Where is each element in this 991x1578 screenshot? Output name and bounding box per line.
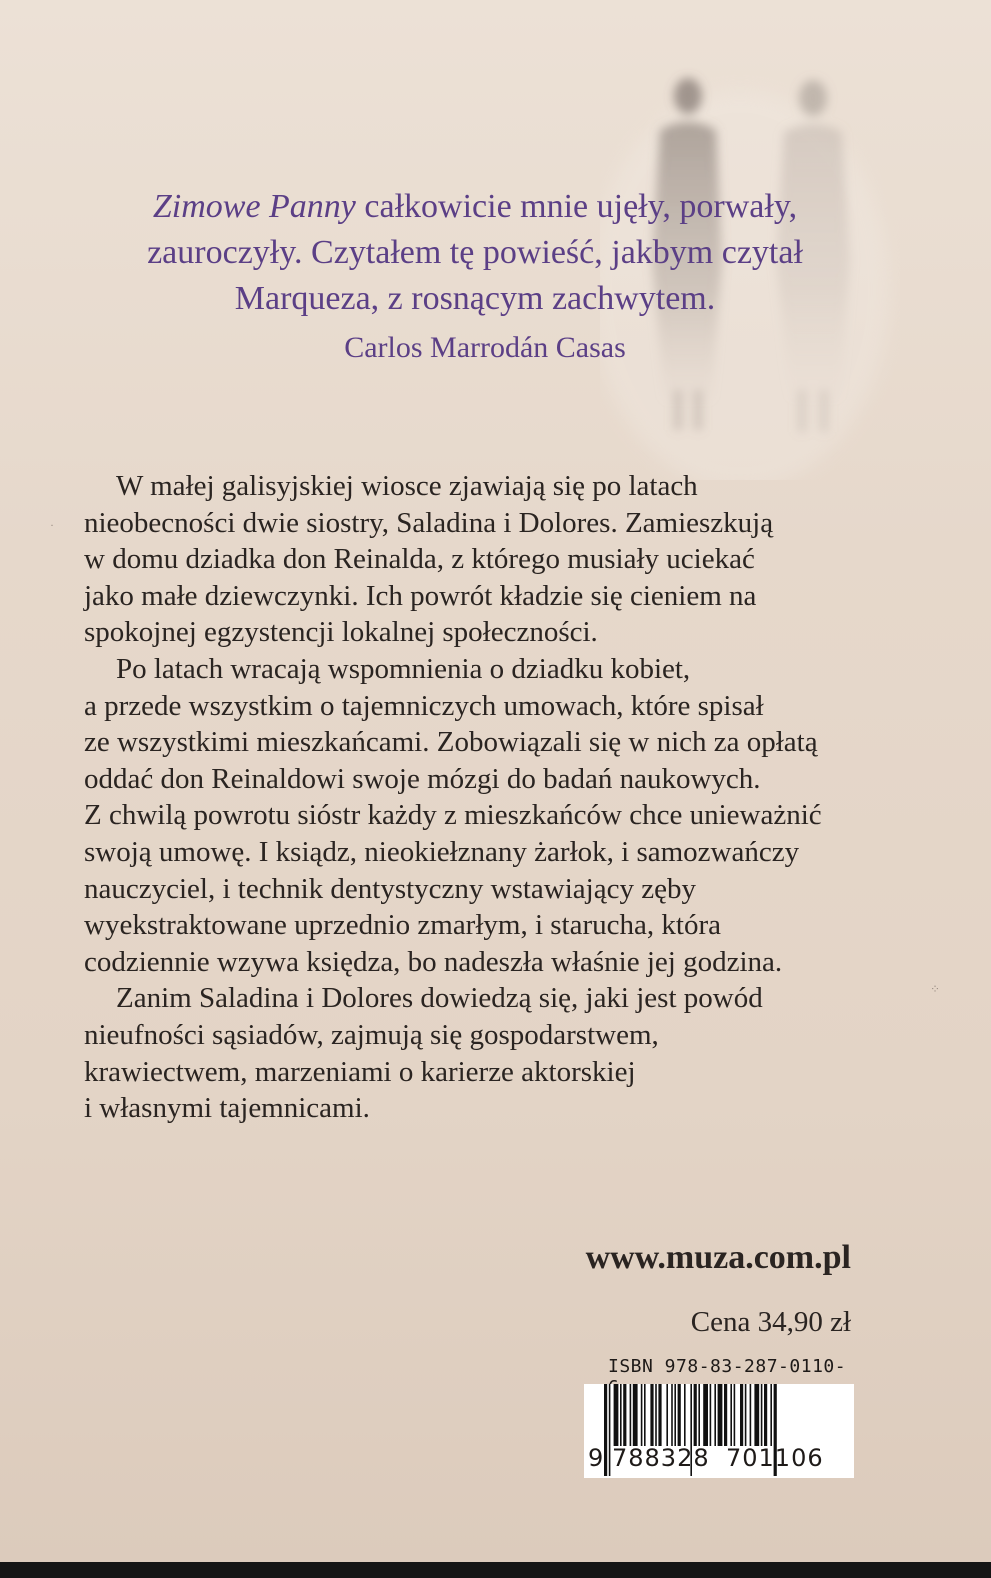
barcode-bar: [641, 1384, 643, 1446]
barcode-bar: [620, 1384, 622, 1446]
isbn-barcode-block: [584, 1356, 854, 1478]
description-line: Zanim Saladina i Dolores dowiedzą się, jaki jest powód: [116, 982, 763, 1015]
book-description: [84, 468, 904, 1127]
barcode-bar: [655, 1384, 657, 1446]
barcode-bar: [694, 1384, 697, 1446]
description-line: oddać don Reinaldowi swoje mózgi do badań naukowych.: [84, 762, 761, 795]
quote-line-1-rest: całkowicie mnie ujęły, porwały,: [355, 188, 798, 225]
quote-line-2: zauroczyły. Czytałem tę powieść, jakbym czytał: [147, 234, 803, 271]
barcode-bar: [644, 1384, 646, 1446]
quote-author: Carlos Marrodán Casas: [344, 331, 626, 364]
barcode-bar: [630, 1384, 632, 1446]
description-line: spokojnej egzystencji lokalnej społeczności.: [84, 616, 598, 649]
barcode-bar: [730, 1384, 732, 1446]
barcode-bar: [724, 1384, 727, 1446]
barcode-bar: [764, 1384, 767, 1446]
barcode-bar: [703, 1384, 708, 1446]
barcode-bar: [678, 1384, 681, 1446]
quote-book-title: Zimowe Panny: [152, 188, 356, 225]
description-line: nieobecności dwie siostry, Saladina i Dolores. Zamieszkują: [84, 506, 774, 539]
barcode-bar: [718, 1384, 723, 1446]
quote-line-1: [80, 184, 870, 230]
description-line: nauczyciel, i technik dentystyczny wstawiający zęby: [84, 872, 696, 905]
description-line: swoją umowę. I ksiądz, nieokiełznany żarłok, i samozwańczy: [84, 835, 800, 868]
quote-line-3: Marqueza, z rosnącym zachwytem.: [234, 280, 716, 317]
description-line: jako małe dziewczynki. Ich powrót kładzie się cieniem na: [84, 579, 757, 612]
description-line: ze wszystkimi mieszkańcami. Zobowiązali się w nich za opłatą: [84, 726, 818, 759]
barcode-bar: [740, 1384, 743, 1446]
isbn-label: ISBN 978-83-287-0110-: [608, 1356, 847, 1377]
description-line: wyekstraktowane uprzednio zmarłym, i starucha, która: [84, 909, 721, 942]
barcode-bar: [761, 1384, 763, 1446]
dust-speck: ·: [50, 518, 54, 532]
description-line: Po latach wracają wspomnienia o dziadku kobiet,: [116, 652, 691, 685]
barcode-bar: [623, 1384, 626, 1446]
publisher-website: www.muza.com.pl: [585, 1239, 851, 1276]
description-line: nieufności sąsiadów, zajmują się gospodarstwem,: [84, 1018, 659, 1051]
barcode-bar: [671, 1384, 673, 1446]
barcode-bar: [754, 1384, 759, 1446]
barcode-bar: [750, 1384, 752, 1446]
barcode-bar: [745, 1384, 747, 1446]
description-line: Z chwilą powrotu sióstr każdy z mieszkańców chce unieważnić: [84, 799, 822, 832]
barcode-bar: [614, 1384, 619, 1446]
barcode-bar: [658, 1384, 661, 1446]
barcode-bar: [633, 1384, 638, 1446]
barcode-bar: [604, 1384, 607, 1476]
price-label: Cena 34,90 zł: [690, 1306, 851, 1338]
scan-bottom-edge: [0, 1562, 991, 1578]
endorsement-quote: [80, 184, 870, 322]
barcode-bar: [674, 1384, 676, 1446]
barcode-bar: [698, 1384, 700, 1446]
barcode-right-digits: 701106: [726, 1444, 824, 1472]
description-line: codziennie wzywa księdza, bo nadeszła właśnie jej godzina.: [84, 945, 783, 978]
description-line: w domu dziadka don Reinalda, z którego musiały uciekać: [84, 543, 755, 576]
barcode-bar: [734, 1384, 736, 1446]
barcode-left-digits: 788328: [612, 1444, 710, 1472]
barcode-bar: [609, 1384, 611, 1476]
description-line: krawiectwem, marzeniami o karierze aktorskiej: [84, 1055, 636, 1088]
dust-speck: ⁘: [930, 982, 941, 996]
barcode-bar: [770, 1384, 772, 1446]
barcode-bar: [710, 1384, 712, 1446]
description-line: W małej galisyjskiej wiosce zjawiają się po latach: [116, 470, 698, 502]
barcode-bar: [684, 1384, 686, 1446]
description-line: a przede wszystkim o tajemniczych umowach, które spisał: [84, 689, 764, 722]
barcode-bar: [666, 1384, 668, 1446]
barcode-bar: [650, 1384, 653, 1446]
description-line: i własnymi tajemnicami.: [84, 1092, 370, 1125]
barcode-bar: [714, 1384, 716, 1446]
barcode-lead-digit: 9: [588, 1444, 604, 1472]
